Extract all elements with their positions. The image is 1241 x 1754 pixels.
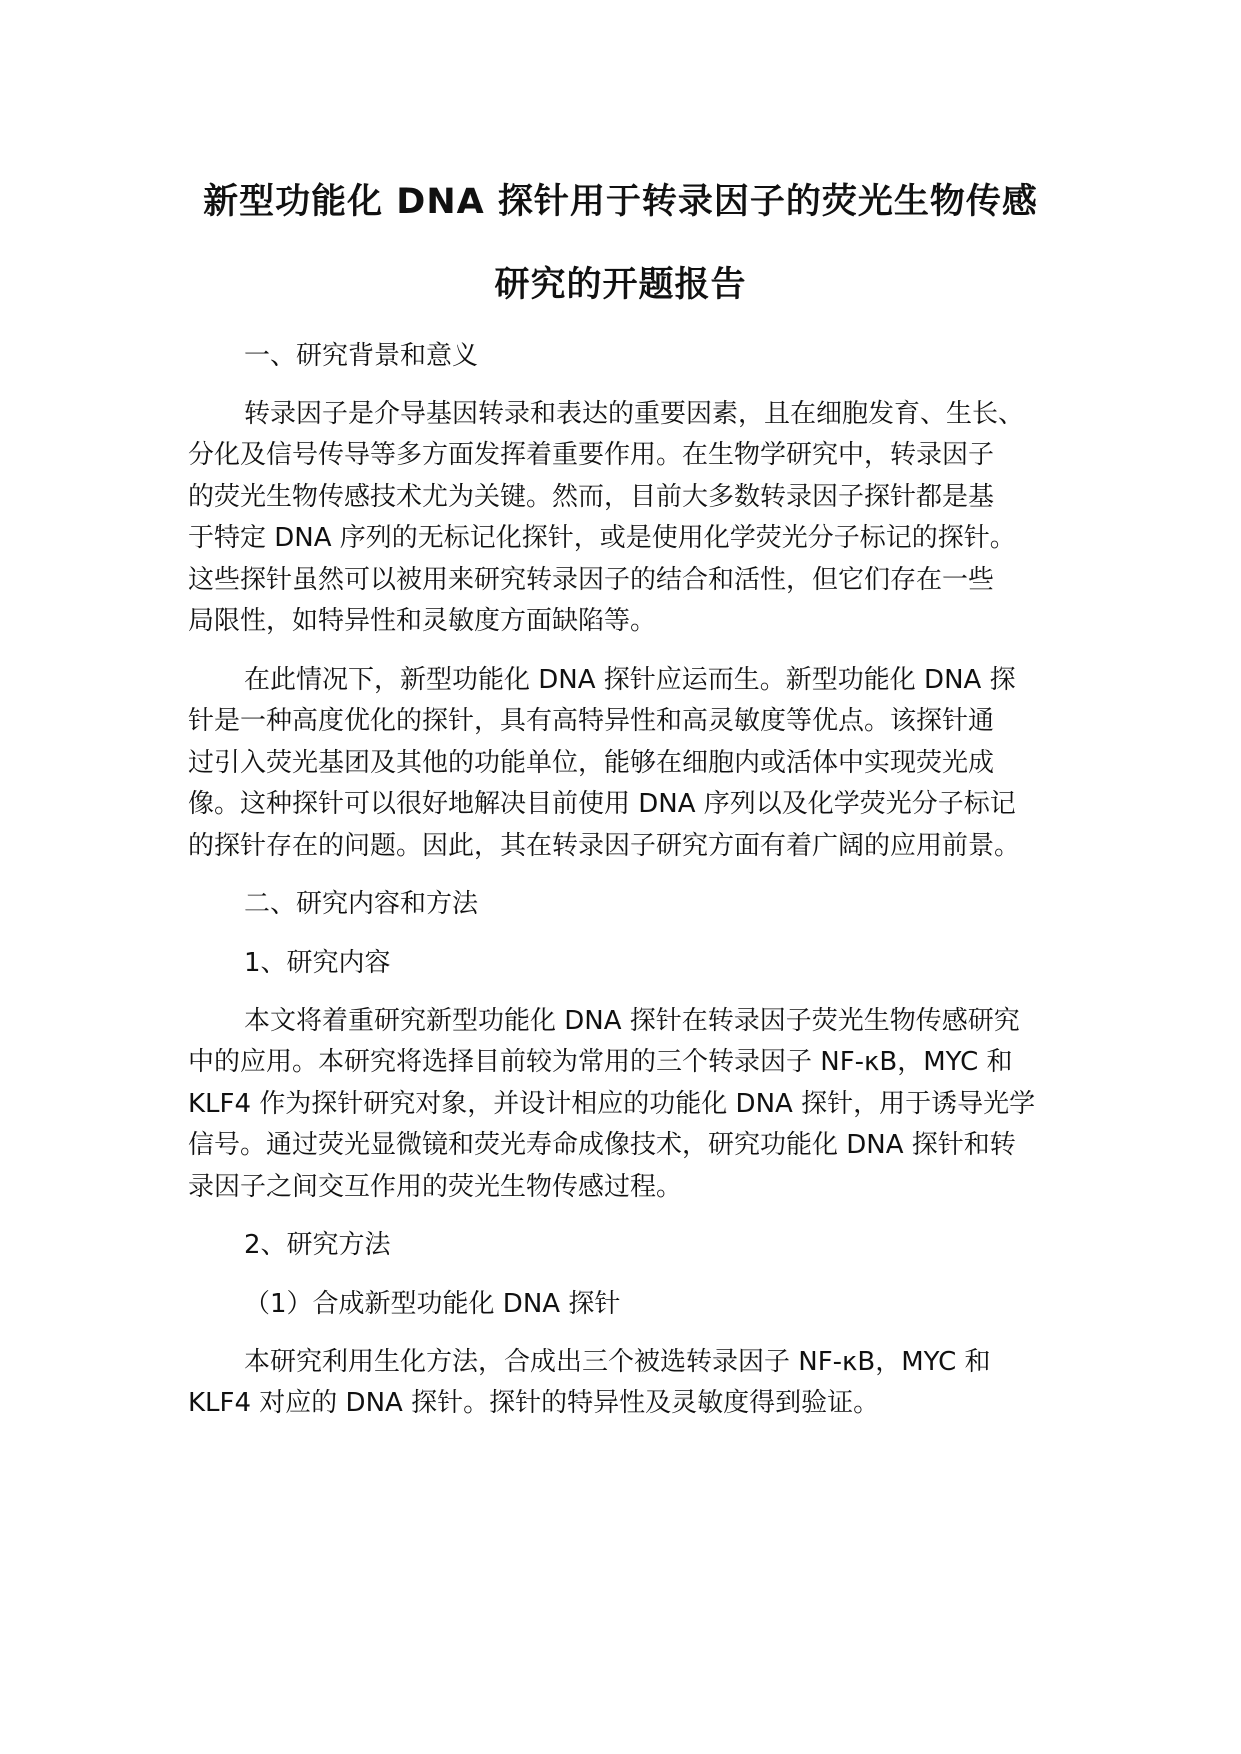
paragraph-3-line: 本文将着重研究新型功能化 DNA 探针在转录因子荧光生物传感研究 [244, 1006, 1020, 1036]
paragraph-1-line: 局限性，如特异性和灵敏度方面缺陷等。 [188, 606, 657, 636]
section-heading-background: 一、研究背景和意义 [244, 341, 479, 371]
subsection-heading-methods: 2、研究方法 [244, 1230, 391, 1260]
sub-subsection-heading: （1）合成新型功能化 DNA 探针 [244, 1289, 621, 1319]
paragraph-2-line: 在此情况下，新型功能化 DNA 探针应运而生。新型功能化 DNA 探 [244, 665, 1016, 695]
paragraph-1-line: 分化及信号传导等多方面发挥着重要作用。在生物学研究中，转录因子 [188, 440, 995, 470]
paragraph-4-line: 本研究利用生化方法，合成出三个被选转录因子 NF-κB，MYC 和 [244, 1347, 991, 1377]
paragraph-1-line: 转录因子是介导基因转录和表达的重要因素，且在细胞发育、生长、 [244, 399, 1025, 429]
paragraph-2-line: 过引入荧光基团及其他的功能单位，能够在细胞内或活体中实现荧光成 [188, 748, 995, 778]
paragraph-2-line: 的探针存在的问题。因此，其在转录因子研究方面有着广阔的应用前景。 [188, 831, 1021, 861]
paragraph-1-line: 于特定 DNA 序列的无标记化探针，或是使用化学荧光分子标记的探针。 [188, 523, 1016, 553]
section-heading-content-methods: 二、研究内容和方法 [244, 889, 479, 919]
paragraph-2-line: 像。这种探针可以很好地解决目前使用 DNA 序列以及化学荧光分子标记 [188, 789, 1016, 819]
paragraph-1-line: 这些探针虽然可以被用来研究转录因子的结合和活性，但它们存在一些 [188, 565, 995, 595]
paragraph-3-line: 中的应用。本研究将选择目前较为常用的三个转录因子 NF-κB，MYC 和 [188, 1047, 1013, 1077]
paragraph-4-line: KLF4 对应的 DNA 探针。探针的特异性及灵敏度得到验证。 [188, 1388, 880, 1418]
paragraph-3-line: KLF4 作为探针研究对象，并设计相应的功能化 DNA 探针，用于诱导光学 [188, 1089, 1036, 1119]
document-title-line-2: 研究的开题报告 [494, 265, 747, 305]
paragraph-1-line: 的荧光生物传感技术尤为关键。然而，目前大多数转录因子探针都是基 [188, 482, 995, 512]
paragraph-2-line: 针是一种高度优化的探针，具有高特异性和高灵敏度等优点。该探针通 [188, 706, 995, 736]
paragraph-3-line: 录因子之间交互作用的荧光生物传感过程。 [188, 1172, 683, 1202]
paragraph-3-line: 信号。通过荧光显微镜和荧光寿命成像技术，研究功能化 DNA 探针和转 [188, 1130, 1016, 1160]
subsection-heading-content: 1、研究内容 [244, 948, 391, 978]
document-title-line-1: 新型功能化 DNA 探针用于转录因子的荧光生物传感 [203, 182, 1038, 222]
